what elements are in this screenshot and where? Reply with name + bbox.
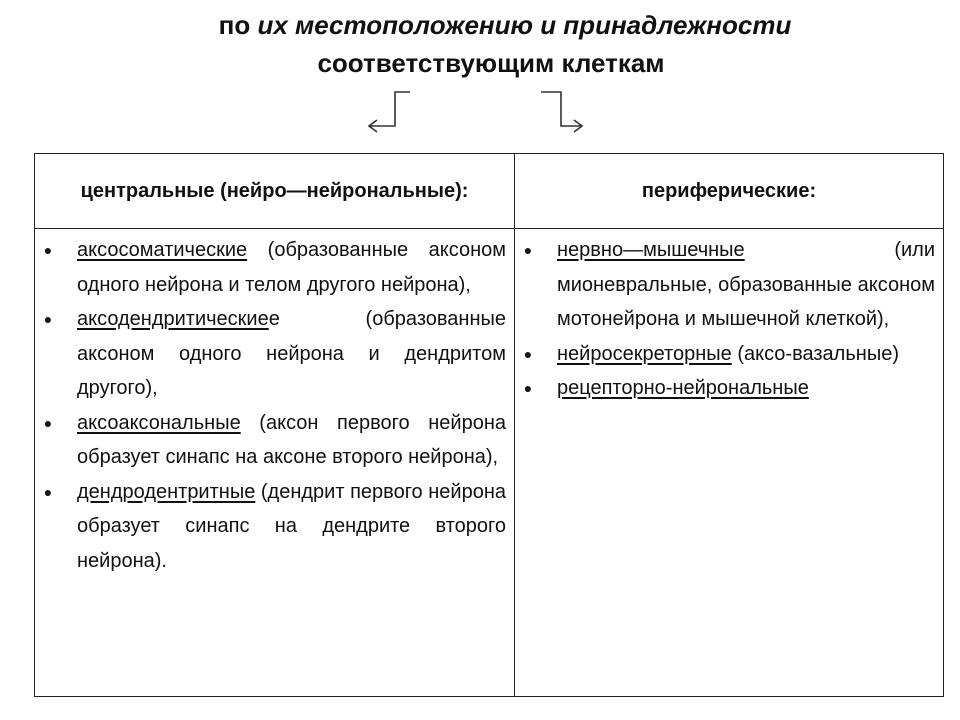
list-item	[43, 233, 506, 302]
title-prefix: по	[218, 10, 258, 40]
synapse-description: (или мионевральные, образованные аксоном мотонейрона и мышечной клеткой),	[557, 239, 935, 330]
list-item	[43, 302, 506, 406]
title-line-2: соответствующим клеткам	[317, 48, 665, 78]
title-emphasis: их местоположению и принадлежности	[257, 10, 792, 40]
synapse-term: нервно—мышечные	[557, 239, 745, 261]
bullet-icon: ●	[43, 311, 53, 327]
synapse-term: рецепторно-нейрональные	[557, 377, 809, 399]
list-item	[43, 406, 506, 475]
synapse-term: нейросекреторные	[557, 342, 732, 365]
bullet-icon: ●	[43, 414, 53, 431]
synapse-classification-table	[34, 153, 944, 697]
bullet-icon: ●	[523, 242, 533, 258]
header-peripheral: периферические:	[515, 154, 944, 229]
central-list	[43, 233, 506, 578]
list-item	[523, 371, 935, 406]
peripheral-list	[523, 233, 935, 406]
header-central: центральные (нейро—нейрональные):	[35, 154, 515, 229]
bullet-icon: ●	[43, 483, 53, 500]
synapse-description: (аксо-вазальные)	[731, 342, 899, 365]
synapse-term: аксосоматические	[77, 239, 248, 261]
branch-arrows	[0, 0, 960, 150]
synapse-term: аксодендритические	[77, 308, 269, 330]
synapse-description: е (образованные аксоном одного нейрона и дендритом другого),	[77, 308, 506, 399]
bullet-icon: ●	[523, 380, 533, 396]
synapse-term: аксоаксональные	[77, 411, 241, 434]
list-item	[43, 475, 506, 579]
central-cell	[35, 229, 515, 697]
list-item	[523, 337, 935, 372]
bullet-icon: ●	[523, 345, 533, 362]
synapse-description: (аксон первого нейрона образует синапс на аксоне второго нейрона),	[77, 411, 506, 468]
list-item	[523, 233, 935, 337]
peripheral-cell	[515, 229, 944, 697]
table-header-row	[35, 154, 944, 229]
synapse-term: дендродентритные	[77, 480, 256, 503]
table-body-row	[35, 229, 944, 697]
synapse-description: (образованные аксоном одного нейрона и телом другого нейрона),	[77, 239, 506, 296]
synapse-description: (дендрит первого нейрона образует синапс на дендрите второго нейрона).	[77, 480, 506, 572]
bullet-icon: ●	[43, 242, 53, 258]
